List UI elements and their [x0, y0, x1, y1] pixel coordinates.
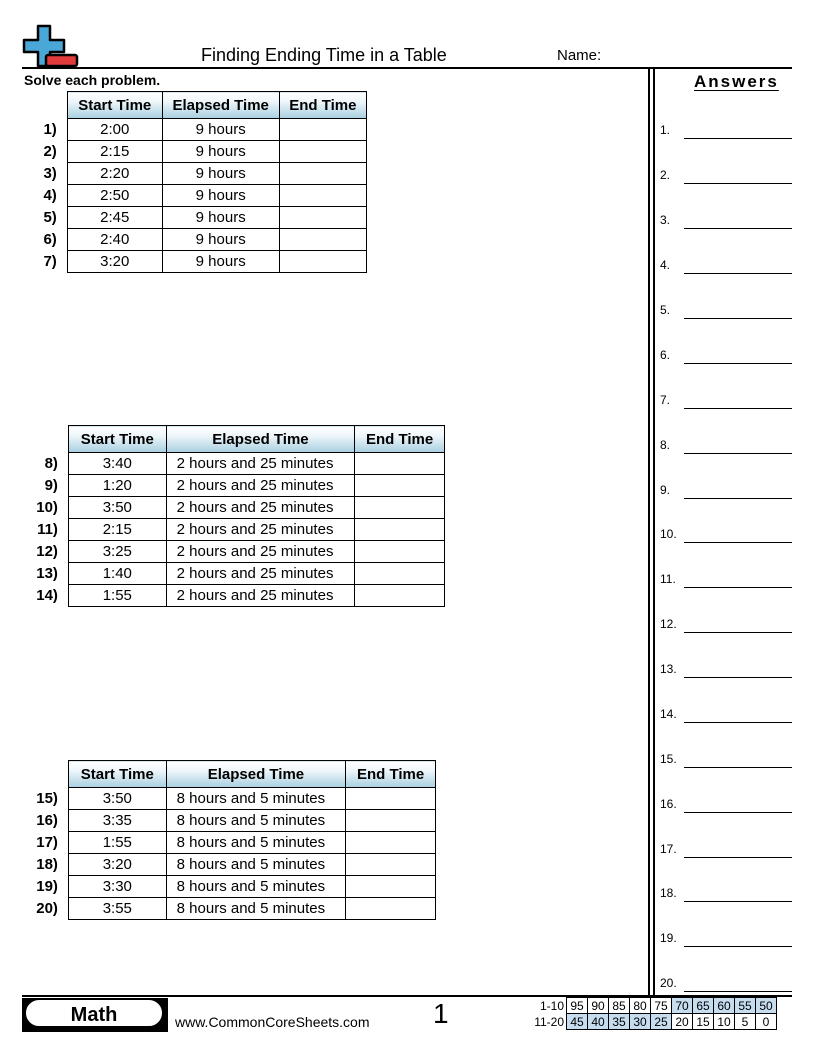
score-cell: 85 — [609, 998, 630, 1014]
table-row — [20, 229, 367, 251]
start-time: 3:55 — [68, 898, 166, 920]
answer-label: 4. — [660, 258, 671, 272]
end-time-cell[interactable] — [279, 251, 366, 273]
elapsed-time: 9 hours — [162, 251, 279, 273]
elapsed-time: 2 hours and 25 minutes — [166, 563, 355, 585]
score-range-label: 11-20 — [534, 1014, 564, 1029]
answer-slot[interactable] — [660, 299, 792, 319]
problem-number: 2) — [43, 143, 57, 160]
problem-number: 17) — [36, 834, 58, 851]
answer-line — [684, 812, 792, 813]
answer-line — [684, 857, 792, 858]
answer-slot[interactable] — [660, 972, 792, 992]
footer-url: www.CommonCoreSheets.com — [175, 1014, 370, 1030]
answer-label: 6. — [660, 348, 671, 362]
problem-number: 14) — [36, 587, 58, 604]
elapsed-time-header: Elapsed Time — [166, 426, 355, 453]
answer-label: 17. — [660, 842, 677, 856]
start-time: 1:20 — [68, 475, 166, 497]
answer-slot[interactable] — [660, 882, 792, 902]
start-time: 2:45 — [67, 207, 162, 229]
elapsed-time: 8 hours and 5 minutes — [166, 854, 346, 876]
start-time-header: Start Time — [68, 761, 166, 788]
start-time: 2:00 — [67, 119, 162, 141]
elapsed-time: 2 hours and 25 minutes — [166, 475, 355, 497]
answer-label: 16. — [660, 797, 677, 811]
answer-line — [684, 632, 792, 633]
answer-label: 13. — [660, 662, 677, 676]
end-time-cell[interactable] — [279, 229, 366, 251]
answer-line — [684, 363, 792, 364]
problem-number: 5) — [43, 209, 57, 226]
answer-line — [684, 318, 792, 319]
answer-line — [684, 228, 792, 229]
start-time-header: Start Time — [68, 426, 166, 453]
problem-number: 7) — [43, 253, 57, 270]
table-row — [20, 810, 436, 832]
table-row — [20, 876, 436, 898]
end-time-cell[interactable] — [346, 876, 436, 898]
problem-table-2 — [20, 425, 445, 607]
start-time: 3:50 — [68, 788, 166, 810]
end-time-header: End Time — [355, 426, 445, 453]
answer-slot[interactable] — [660, 703, 792, 723]
elapsed-time: 9 hours — [162, 141, 279, 163]
problem-table-3 — [20, 760, 436, 920]
answer-slot[interactable] — [660, 119, 792, 139]
answer-label: 12. — [660, 617, 677, 631]
subject-label: Math — [24, 998, 164, 1028]
elapsed-time: 2 hours and 25 minutes — [166, 497, 355, 519]
problem-number: 19) — [36, 878, 58, 895]
answer-label: 20. — [660, 976, 677, 990]
answer-slot[interactable] — [660, 479, 792, 499]
problem-number: 1) — [43, 121, 57, 138]
answers-title: Answers — [694, 72, 779, 91]
start-time: 2:15 — [68, 519, 166, 541]
start-time: 1:55 — [68, 832, 166, 854]
end-time-cell[interactable] — [279, 119, 366, 141]
start-time: 3:20 — [68, 854, 166, 876]
problem-number: 18) — [36, 856, 58, 873]
answer-slot[interactable] — [660, 568, 792, 588]
problem-number: 11) — [37, 521, 58, 538]
end-time-cell[interactable] — [346, 810, 436, 832]
start-time-header: Start Time — [67, 92, 162, 119]
problem-number: 8) — [44, 455, 58, 472]
answer-slot[interactable] — [660, 793, 792, 813]
answer-label: 10. — [660, 527, 677, 541]
end-time-cell[interactable] — [355, 541, 445, 563]
start-time: 1:40 — [68, 563, 166, 585]
start-time: 2:50 — [67, 185, 162, 207]
score-cell: 20 — [672, 1014, 693, 1030]
score-cell: 35 — [609, 1014, 630, 1030]
answer-line — [684, 901, 792, 902]
table-row — [20, 163, 367, 185]
instructions: Solve each problem. — [24, 72, 161, 88]
table-row — [20, 119, 367, 141]
answer-label: 1. — [660, 123, 671, 137]
table-row — [20, 585, 445, 607]
answer-label: 18. — [660, 886, 677, 900]
end-time-cell[interactable] — [279, 185, 366, 207]
table-row — [20, 207, 367, 229]
answer-label: 19. — [660, 931, 677, 945]
problem-number: 4) — [43, 187, 57, 204]
table-row — [20, 497, 445, 519]
elapsed-time: 9 hours — [162, 207, 279, 229]
answer-line — [684, 587, 792, 588]
answer-slot[interactable] — [660, 209, 792, 229]
score-cell: 95 — [567, 998, 588, 1014]
answer-slot[interactable] — [660, 613, 792, 633]
answer-slot[interactable] — [660, 748, 792, 768]
answer-line — [684, 453, 792, 454]
answer-slot[interactable] — [660, 344, 792, 364]
answer-label: 11. — [660, 572, 676, 586]
elapsed-time-header: Elapsed Time — [166, 761, 346, 788]
answer-line — [684, 542, 792, 543]
score-row — [528, 998, 777, 1014]
score-cell: 10 — [714, 1014, 735, 1030]
end-time-cell[interactable] — [355, 519, 445, 541]
name-label: Name: — [557, 47, 602, 64]
end-time-cell[interactable] — [355, 585, 445, 607]
end-time-header: End Time — [346, 761, 436, 788]
score-cell: 75 — [651, 998, 672, 1014]
answer-line — [684, 677, 792, 678]
elapsed-time-header: Elapsed Time — [162, 92, 279, 119]
end-time-cell[interactable] — [355, 453, 445, 475]
elapsed-time: 2 hours and 25 minutes — [166, 541, 355, 563]
answer-line — [684, 138, 792, 139]
table-row — [20, 788, 436, 810]
table-row — [20, 832, 436, 854]
answer-slot[interactable] — [660, 164, 792, 184]
answer-slot[interactable] — [660, 434, 792, 454]
start-time: 3:25 — [68, 541, 166, 563]
score-table — [528, 997, 777, 1030]
end-time-cell[interactable] — [279, 163, 366, 185]
worksheet-title: Finding Ending Time in a Table — [201, 45, 447, 65]
score-cell: 65 — [693, 998, 714, 1014]
start-time: 3:30 — [68, 876, 166, 898]
end-time-header: End Time — [279, 92, 366, 119]
end-time-cell[interactable] — [355, 497, 445, 519]
answer-slot[interactable] — [660, 523, 792, 543]
score-cell: 5 — [735, 1014, 756, 1030]
end-time-cell[interactable] — [346, 898, 436, 920]
problem-number: 16) — [36, 812, 58, 829]
elapsed-time: 8 hours and 5 minutes — [166, 810, 346, 832]
start-time: 2:20 — [67, 163, 162, 185]
answer-divider — [648, 67, 650, 996]
elapsed-time: 2 hours and 25 minutes — [166, 519, 355, 541]
score-cell: 80 — [630, 998, 651, 1014]
problem-number: 15) — [36, 790, 58, 807]
score-cell: 55 — [735, 998, 756, 1014]
header-rule — [22, 67, 792, 69]
table-row — [20, 563, 445, 585]
answer-line — [684, 183, 792, 184]
score-cell: 90 — [588, 998, 609, 1014]
problem-number: 6) — [43, 231, 57, 248]
answer-line — [684, 408, 792, 409]
answer-slot[interactable] — [660, 254, 792, 274]
end-time-cell[interactable] — [346, 854, 436, 876]
elapsed-time: 9 hours — [162, 119, 279, 141]
elapsed-time: 9 hours — [162, 229, 279, 251]
end-time-cell[interactable] — [355, 563, 445, 585]
table-row — [20, 251, 367, 273]
score-cell: 50 — [756, 998, 777, 1014]
plus-minus-logo-icon — [22, 24, 80, 68]
answer-label: 15. — [660, 752, 677, 766]
elapsed-time: 8 hours and 5 minutes — [166, 832, 346, 854]
elapsed-time: 9 hours — [162, 163, 279, 185]
start-time: 1:55 — [68, 585, 166, 607]
problem-number: 12) — [36, 543, 58, 560]
start-time: 3:20 — [67, 251, 162, 273]
elapsed-time: 2 hours and 25 minutes — [166, 453, 355, 475]
end-time-cell[interactable] — [279, 207, 366, 229]
answer-line — [684, 946, 792, 947]
table-row — [20, 475, 445, 497]
score-cell: 25 — [651, 1014, 672, 1030]
score-cell: 40 — [588, 1014, 609, 1030]
answer-line — [684, 273, 792, 274]
answer-slot[interactable] — [660, 927, 792, 947]
problem-table-1 — [20, 91, 367, 273]
start-time: 3:50 — [68, 497, 166, 519]
end-time-cell[interactable] — [346, 788, 436, 810]
answer-line — [684, 767, 792, 768]
score-cell: 60 — [714, 998, 735, 1014]
page-number: 1 — [433, 998, 449, 1029]
answer-label: 9. — [660, 483, 671, 497]
problem-number: 10) — [36, 499, 58, 516]
answer-slot[interactable] — [660, 838, 792, 858]
start-time: 3:40 — [68, 453, 166, 475]
answer-slot[interactable] — [660, 389, 792, 409]
elapsed-time: 9 hours — [162, 185, 279, 207]
score-range-label: 1-10 — [539, 998, 564, 1013]
answer-label: 5. — [660, 303, 671, 317]
table-row — [20, 541, 445, 563]
start-time: 2:40 — [67, 229, 162, 251]
problem-number: 3) — [43, 165, 57, 182]
end-time-cell[interactable] — [355, 475, 445, 497]
answer-label: 2. — [660, 168, 671, 182]
answer-label: 3. — [660, 213, 671, 227]
elapsed-time: 2 hours and 25 minutes — [166, 585, 355, 607]
answer-slot[interactable] — [660, 658, 792, 678]
elapsed-time: 8 hours and 5 minutes — [166, 876, 346, 898]
table-row — [20, 185, 367, 207]
table-row — [20, 898, 436, 920]
score-cell: 45 — [567, 1014, 588, 1030]
table-row — [20, 519, 445, 541]
elapsed-time: 8 hours and 5 minutes — [166, 898, 346, 920]
start-time: 2:15 — [67, 141, 162, 163]
score-cell: 30 — [630, 1014, 651, 1030]
answer-label: 7. — [660, 393, 671, 407]
end-time-cell[interactable] — [346, 832, 436, 854]
end-time-cell[interactable] — [279, 141, 366, 163]
answer-line — [684, 722, 792, 723]
problem-number: 9) — [44, 477, 58, 494]
table-row — [20, 141, 367, 163]
score-cell: 70 — [672, 998, 693, 1014]
answer-line — [684, 991, 792, 992]
score-cell: 15 — [693, 1014, 714, 1030]
answer-line — [684, 498, 792, 499]
problem-number: 20) — [36, 900, 58, 917]
table-row — [20, 453, 445, 475]
start-time: 3:35 — [68, 810, 166, 832]
score-cell: 0 — [756, 1014, 777, 1030]
answer-label: 8. — [660, 438, 671, 452]
score-row — [528, 1014, 777, 1030]
problem-number: 13) — [36, 565, 58, 582]
elapsed-time: 8 hours and 5 minutes — [166, 788, 346, 810]
answer-divider — [653, 67, 655, 996]
answer-label: 14. — [660, 707, 677, 721]
table-row — [20, 854, 436, 876]
